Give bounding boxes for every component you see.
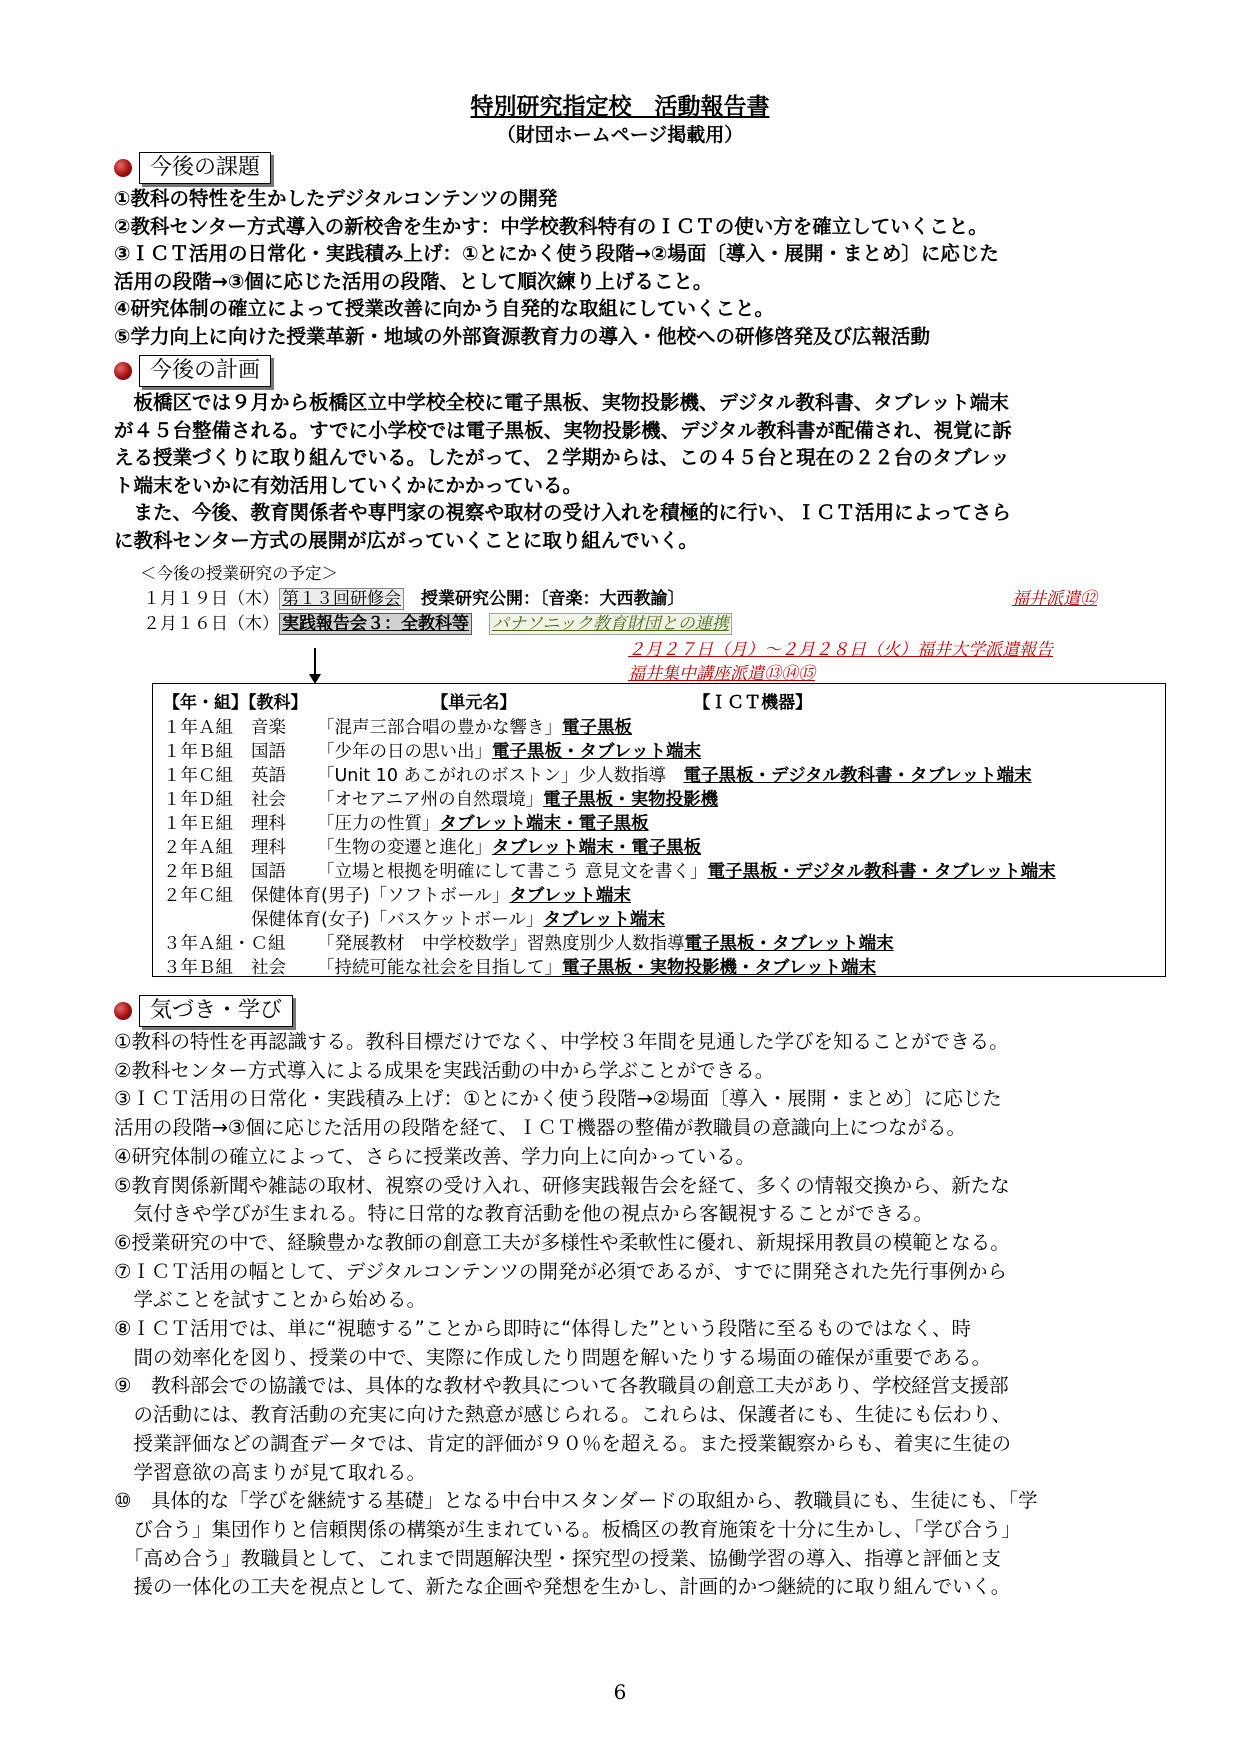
plan-line: また、今後、教育関係者や専門家の視察や取材の受け入れを積極的に行い、ＩＣＴ活用によってさら <box>114 501 1012 524</box>
cell-device: 電子黒板・デジタル教科書・タブレット端末 <box>683 766 1032 786</box>
plan-line: ト端末をいかに有効活用していくかにかかっている。 <box>114 473 583 497</box>
table-row <box>163 762 1032 787</box>
cell-device: 電子黒板・タブレット端末 <box>684 934 894 954</box>
schedule-event: 実践報告会３：全教科等 <box>279 613 472 635</box>
cell-subject: 理科 <box>251 838 286 858</box>
cell-class: １年Ｅ組 <box>163 814 233 834</box>
insight-line: 気付きや学びが生まれる。特に日常的な教育活動を他の視点から客観視することができる。 <box>114 1202 934 1226</box>
schedule-event: 第１３回研修会 <box>279 588 404 610</box>
cell-device: 電子黒板・実物投影機 <box>543 790 719 810</box>
insight-line: ⑥授業研究の中で、経験豊かな教師の創意工夫が多様性や柔軟性に優れ、新規採用教員の模範となる。 <box>114 1230 1010 1254</box>
insight-line: 間の効率化を図り、授業の中で、実際に作成したり問題を解いたりする場面の確保が重要である。 <box>114 1345 992 1369</box>
table-row <box>163 882 631 907</box>
header-unit: 【単元名】 <box>431 693 517 713</box>
schedule-detail: 授業研究公開：〔音楽：大西教諭〕 <box>421 589 685 609</box>
cell-class: ３年Ｂ組 <box>163 958 233 978</box>
insight-line: ④研究体制の確立によって、さらに授業改善、学力向上に向かっている。 <box>114 1144 756 1168</box>
cell-unit: 「立場と根拠を明確にして書こう 意見文を書く」 <box>317 862 708 882</box>
insights-list <box>114 1028 1134 1602</box>
page-number: 6 <box>613 1680 627 1704</box>
cell-unit: 「生物の変遷と進化」 <box>317 838 492 858</box>
insight-line: ⑩ 具体的な「学びを継続する基礎」となる中台中スタンダードの取組から、教職員にも、生徒にも、「学 <box>114 1489 1038 1513</box>
cell-class: １年Ｄ組 <box>163 790 233 810</box>
table-header <box>163 688 812 713</box>
cell-unit: 「圧力の性質」 <box>317 814 440 834</box>
cell-subject: 保健体育(男子) <box>251 886 370 906</box>
cell-device: タブレット端末・電子黒板 <box>439 814 649 834</box>
insight-line: 援の一体化の工夫を視点として、新たな企画や発想を生かし、計画的かつ継続的に取り組んでいく。 <box>114 1575 1011 1599</box>
insight-line: ②教科センター方式導入による成果を実践活動の中から学ぶことができる。 <box>114 1058 775 1082</box>
cell-device: 電子黒板・実物投影機・タブレット端末 <box>562 958 877 978</box>
cell-class: ２年Ａ組 <box>163 838 233 858</box>
issue-item: ⑤学力向上に向けた授業革新・地域の外部資源教育力の導入・他校への研修啓発及び広報活動 <box>114 324 931 348</box>
cell-class: １年Ａ組 <box>163 718 233 738</box>
header-class-subject: 【年・組】【教科】 <box>163 693 308 713</box>
cell-unit: 「持続可能な社会を目指して」 <box>317 958 562 978</box>
cell-unit: 「Unit 10 あこがれのボストン」少人数指導 <box>317 766 684 786</box>
insight-line: 「高め合う」教職員として、これまで問題解決型・探究型の授業、協働学習の導入、指導と評価と支 <box>114 1546 1001 1570</box>
cell-subject: 音楽 <box>251 718 286 738</box>
issue-item: ③ＩＣＴ活用の日常化・実践積み上げ：①とにかく使う段階→②場面〔導入・展開・まとめ〕に応じた <box>114 242 999 265</box>
cell-class: ３年Ａ組・Ｃ組 <box>163 934 286 954</box>
table-row <box>163 858 1056 883</box>
cell-class: １年Ｃ組 <box>163 766 233 786</box>
insight-line: ③ＩＣＴ活用の日常化・実践積み上げ：①とにかく使う段階→②場面〔導入・展開・まとめ〕に応じた <box>114 1087 1002 1111</box>
cell-subject: 保健体育(女子) <box>251 910 370 930</box>
section-title: 気づき・学び <box>139 995 293 1027</box>
red-bullet-icon <box>114 362 132 380</box>
insight-line: ⑦ＩＣＴ活用の幅として、デジタルコンテンツの開発が必須であるが、すでに開発された先行事例から <box>114 1259 1008 1283</box>
table-row <box>163 738 701 763</box>
schedule-note: ＜今後の授業研究の予定＞ <box>140 564 338 583</box>
cell-device: タブレット端末 <box>509 886 631 906</box>
document-title: 特別研究指定校 活動報告書 <box>470 94 770 120</box>
cell-class: ２年Ｃ組 <box>163 886 233 906</box>
table-row <box>163 810 649 835</box>
schedule-date: ２月１６日（木） <box>143 614 279 634</box>
schedule-dispatch: 福井集中講座派遣⑬⑭⑮ <box>628 664 815 684</box>
insight-line: 活用の段階→③個に応じた活用の段階を経て、ＩＣＴ機器の整備が教職員の意識向上につながる。 <box>114 1116 967 1140</box>
cell-subject: 理科 <box>251 814 286 834</box>
lesson-table <box>152 683 1166 977</box>
header-device: 【ＩＣＴ機器】 <box>693 693 813 713</box>
section-heading-insights <box>114 995 293 1027</box>
red-bullet-icon <box>114 159 132 177</box>
cell-unit: 「バスケットボール」 <box>369 910 544 930</box>
insight-line: 学ぶことを試すことから始める。 <box>114 1288 427 1312</box>
issue-item: ④研究体制の確立によって授業改善に向かう自発的な取組にしていくこと。 <box>114 297 775 320</box>
table-row <box>163 786 718 811</box>
section-title: 今後の課題 <box>139 152 271 184</box>
cell-subject: 英語 <box>251 766 286 786</box>
cell-subject: 社会 <box>251 958 286 978</box>
plan-paragraph <box>114 389 1134 554</box>
issues-list <box>114 185 1134 350</box>
plan-line: 板橋区では９月から板橋区立中学校全校に電子黒板、実物投影機、デジタル教科書、タブレット端末 <box>114 391 1009 414</box>
issue-item: ①教科の特性を生かしたデジタルコンテンツの開発 <box>114 187 558 210</box>
section-heading-plan <box>114 355 271 387</box>
cell-unit: 「混声三部合唱の豊かな響き」 <box>317 718 562 738</box>
insight-line: び合う」集団作りと信頼関係の構築が生まれている。板橋区の教育施策を十分に生かし、「学び合う」 <box>114 1517 1021 1541</box>
cell-device: 電子黒板・デジタル教科書・タブレット端末 <box>707 862 1056 882</box>
cell-subject: 国語 <box>251 742 286 762</box>
table-row <box>163 834 701 859</box>
insight-line: 授業評価などの調査データでは、肯定的評価が９０％を超える。また授業観察からも、着実に生徒の <box>114 1431 1012 1455</box>
schedule-date: １月１９日（木） <box>143 589 279 609</box>
schedule-note-fukui: 福井派遣⑫ <box>1012 589 1097 609</box>
schedule-row-1 <box>143 584 685 609</box>
insight-line: ⑧ＩＣＴ活用では、単に“視聴する”ことから即時に“体得した”という段階に至るものではなく、時 <box>114 1317 972 1341</box>
table-row <box>163 930 894 955</box>
cell-unit: 「ソフトボール」 <box>369 886 510 906</box>
section-heading-issues <box>114 152 271 184</box>
schedule-partner: パナソニック教育財団との連携 <box>489 613 732 635</box>
cell-subject: 社会 <box>251 790 286 810</box>
plan-line: える授業づくりに取り組んでいる。したがって、２学期からは、この４５台と現在の２２台のタブレッ <box>114 446 1010 469</box>
cell-device: タブレット端末・電子黒板 <box>492 838 702 858</box>
red-bullet-icon <box>114 1002 132 1020</box>
plan-line: に教科センター方式の展開が広がっていくことに取り組んでいく。 <box>114 528 698 552</box>
table-row <box>163 714 632 739</box>
cell-unit: 「少年の日の思い出」 <box>317 742 492 762</box>
insight-line: ⑨ 教科部会での協議では、具体的な教材や教具について各教職員の創意工夫があり、学校経営支援部 <box>114 1374 1009 1398</box>
table-row <box>163 906 665 931</box>
plan-line: が４５台整備される。すでに小学校では電子黒板、実物投影機、デジタル教科書が配備され、視覚に訴 <box>114 418 1012 442</box>
cell-unit: 「発展教材 中学校数学」習熟度別少人数指導 <box>317 934 685 954</box>
table-row <box>163 954 876 979</box>
insight-line: 学習意欲の高まりが見て取れる。 <box>114 1460 427 1484</box>
schedule-row-2 <box>143 609 732 634</box>
insight-line: の活動には、教育活動の充実に向けた熱意が感じられる。これらは、保護者にも、生徒にも伝わり、 <box>114 1403 1012 1427</box>
issue-item: ②教科センター方式導入の新校舎を生かす：中学校教科特有のＩＣＴの使い方を確立していくこと。 <box>114 214 988 238</box>
insight-line: ⑤教育関係新聞や雑誌の取材、視察の受け入れ、研修実践報告会を経て、多くの情報交換から、新たな <box>114 1173 1010 1197</box>
issue-item: 活用の段階→③個に応じた活用の段階、として順次練り上げること。 <box>114 269 713 293</box>
cell-device: タブレット端末 <box>543 910 666 930</box>
cell-subject: 国語 <box>251 862 286 882</box>
section-title: 今後の計画 <box>139 355 271 387</box>
cell-class: ２年Ｂ組 <box>163 862 233 882</box>
cell-device: 電子黒板 <box>562 718 632 738</box>
cell-device: 電子黒板・タブレット端末 <box>492 742 702 762</box>
cell-unit: 「オセアニア州の自然環境」 <box>317 790 544 810</box>
document-subtitle: （財団ホームページ掲載用） <box>496 124 744 146</box>
schedule-report: ２月２７日（月）～２月２８日（火）福井大学派遣報告 <box>628 640 1053 660</box>
cell-class: １年Ｂ組 <box>163 742 233 762</box>
insight-line: ①教科の特性を再認識する。教科目標だけでなく、中学校３年間を見通した学びを知ることができる。 <box>114 1030 1009 1053</box>
